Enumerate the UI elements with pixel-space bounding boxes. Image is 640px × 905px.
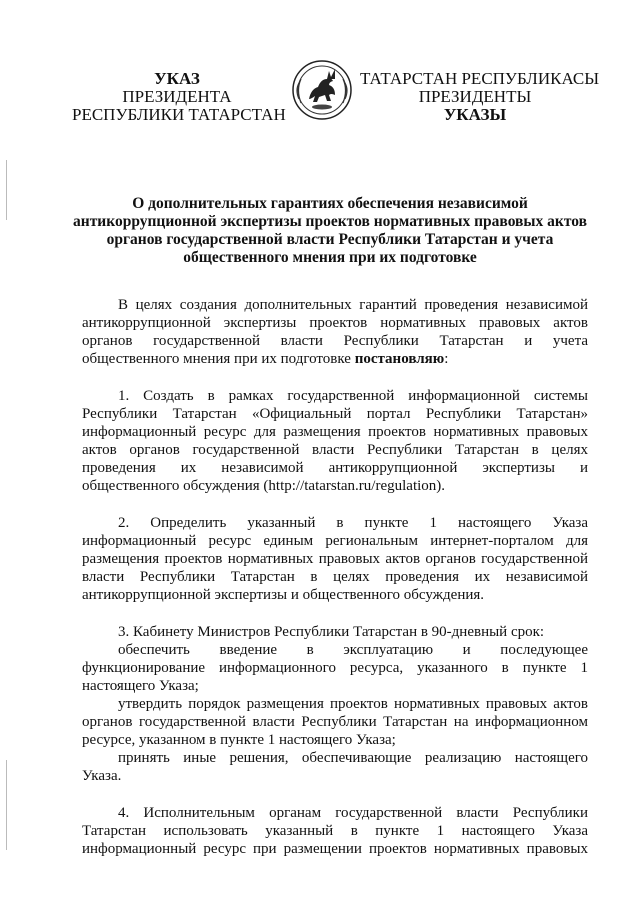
body-line: В целях создания дополнительных гарантий проведения независимой [118,297,588,313]
header-right-tatar [360,69,600,124]
title-line: О дополнительных гарантиях обеспечения независимой [132,195,528,212]
body-line: обеспечить введение в эксплуатацию и последующее [118,642,588,658]
body-line: актов органов государственной власти Республики Татарстан в целях [82,442,588,458]
body-line: информационный ресурс единым региональным интернет-порталом для [82,533,588,549]
body-line: функционирование информационного ресурса, указанного в пункте 1 [82,660,588,676]
header-left-russian [72,69,286,124]
title-line: общественного мнения при их подготовке [183,249,477,266]
header-right-title: УКАЗЫ [443,105,507,124]
scan-margin-mark [6,760,7,850]
title-line: органов государственной власти Республики Татарстан и учета [106,231,554,248]
title-line: антикоррупционной экспертизы проектов нормативных правовых актов [73,213,587,230]
body-line: 4. Исполнительным органам государственной власти Республики [118,805,588,821]
preamble-colon: : [444,351,449,367]
decree-title [70,195,590,267]
body-line: утвердить порядок размещения проектов нормативных правовых актов [118,696,588,712]
header-right-line1: ТАТАРСТАН РЕСПУБЛИКАСЫ [360,69,600,88]
item-4-paragraph [82,804,588,858]
header-right-line2: ПРЕЗИДЕНТЫ [418,87,532,106]
decree-body [82,296,588,877]
header-left-title: УКАЗ [154,69,200,88]
body-line: органов государственной власти Республики Татарстан и учета [82,333,588,349]
decree-header [0,70,640,150]
body-line [82,350,588,368]
body-line: Татарстан использовать указанный в пункте 1 настоящего Указа [82,823,588,839]
preamble-paragraph [82,296,588,368]
item-3-paragraph [82,623,588,785]
body-line: органов государственной власти Республики Татарстан на информационном [82,714,588,730]
body-line: 1. Создать в рамках государственной информационной системы [118,388,588,404]
header-left-line3: РЕСПУБЛИКИ ТАТАРСТАН [72,105,286,124]
body-line: проведения их независимой антикоррупционной экспертизы и [82,460,588,476]
body-line: настоящего Указа; [82,678,199,694]
item-1-paragraph [82,387,588,495]
body-line: Республики Татарстан «Официальный портал Республики Татарстан» [82,406,588,422]
body-line: информационный ресурс для размещения проектов нормативных правовых [82,424,588,440]
body-line: размещения проектов нормативных правовых актов органов государственной [82,551,588,567]
body-line: антикоррупционной экспертизы проектов нормативных правовых актов [82,315,588,331]
body-line: антикоррупционной экспертизы и общественного обсуждения. [82,587,485,603]
body-line: 3. Кабинету Министров Республики Татарстан в 90-дневный срок: [118,624,545,640]
tatarstan-emblem-icon [291,55,353,125]
body-line: ресурсе, указанном в пункте 1 настоящего Указа; [82,732,396,748]
resolution-keyword: постановляю [354,351,445,367]
preamble-text: общественного мнения при их подготовке [82,351,355,367]
body-line: принять иные решения, обеспечивающие реализацию настоящего [118,750,588,766]
body-line: 2. Определить указанный в пункте 1 настоящего Указа [118,515,588,531]
body-line: Указа. [82,768,122,784]
header-left-line2: ПРЕЗИДЕНТА [122,87,232,106]
body-line: общественного обсуждения (http://tatarstan.ru/regulation). [82,478,446,494]
scan-margin-mark [6,160,7,220]
body-line: информационный ресурс при размещении проектов нормативных правовых [82,841,588,857]
body-line: власти Республики Татарстан в целях проведения их независимой [82,569,588,585]
item-2-paragraph [82,514,588,604]
